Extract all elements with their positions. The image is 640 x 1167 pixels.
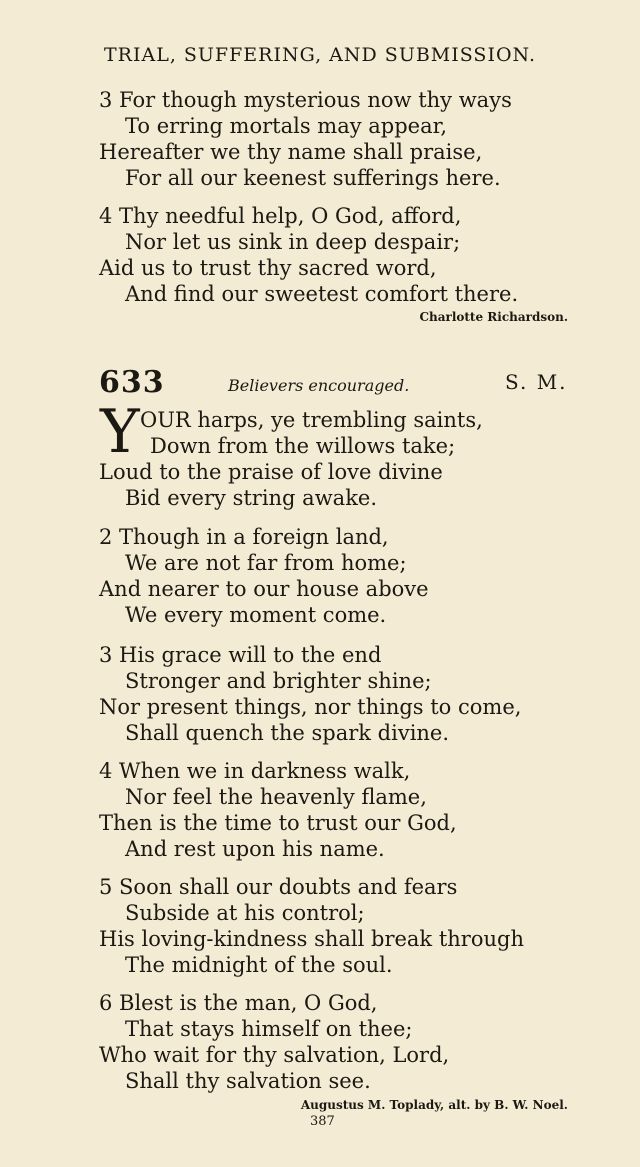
verse-line: To erring mortals may appear,: [125, 114, 448, 138]
verse-line: Down from the willows take;: [150, 434, 456, 458]
author-attribution: Augustus M. Toplady, alt. by B. W. Noel.: [300, 1098, 568, 1112]
verse-line: 5 Soon shall our doubts and fears: [99, 875, 458, 899]
verse-line: Who wait for thy salvation, Lord,: [99, 1043, 450, 1067]
author-attribution: Charlotte Richardson.: [419, 310, 568, 324]
verse-line: Shall thy salvation see.: [125, 1069, 371, 1093]
verse-line: Loud to the praise of love divine: [99, 460, 443, 484]
verse-line: Aid us to trust thy sacred word,: [99, 256, 437, 280]
verse-line: That stays himself on thee;: [125, 1017, 413, 1041]
hymn-meter: S. M.: [505, 370, 568, 394]
verse-line: Shall quench the spark divine.: [125, 721, 450, 745]
verse-line: Subside at his control;: [125, 901, 365, 925]
verse-line: 6 Blest is the man, O God,: [99, 991, 378, 1015]
verse-line: His loving-kindness shall break through: [99, 927, 524, 951]
verse-line: We every moment come.: [125, 603, 387, 627]
verse-line: Then is the time to trust our God,: [99, 811, 457, 835]
verse-line: And rest upon his name.: [125, 837, 385, 861]
hymn-number: 633: [99, 365, 165, 400]
verse-line: 4 When we in darkness walk,: [99, 759, 411, 783]
verse-line: Nor present things, nor things to come,: [99, 695, 522, 719]
verse-line: 3 His grace will to the end: [99, 643, 382, 667]
verse-line: 4 Thy needful help, O God, afford,: [99, 204, 462, 228]
verse-line: 3 For though mysterious now thy ways: [99, 88, 512, 112]
running-title: TRIAL, SUFFERING, AND SUBMISSION.: [104, 44, 536, 66]
page-number: 387: [310, 1114, 335, 1129]
hymn-title: Believers encouraged.: [228, 376, 410, 395]
verse-line: Nor feel the heavenly flame,: [125, 785, 427, 809]
verse-line: For all our keenest sufferings here.: [125, 166, 501, 190]
verse-line: Nor let us sink in deep despair;: [125, 230, 461, 254]
verse-line: Stronger and brighter shine;: [125, 669, 432, 693]
verse-line: Hereafter we thy name shall praise,: [99, 140, 483, 164]
verse-line: And nearer to our house above: [99, 577, 429, 601]
verse-line: Bid every string awake.: [125, 486, 378, 510]
verse-line: The midnight of the soul.: [125, 953, 393, 977]
verse-line: OUR harps, ye trembling saints,: [140, 408, 483, 432]
verse-line: And find our sweetest comfort there.: [125, 282, 519, 306]
verse-line: We are not far from home;: [125, 551, 407, 575]
drop-cap: Y: [100, 397, 140, 467]
verse-line: 2 Though in a foreign land,: [99, 525, 389, 549]
